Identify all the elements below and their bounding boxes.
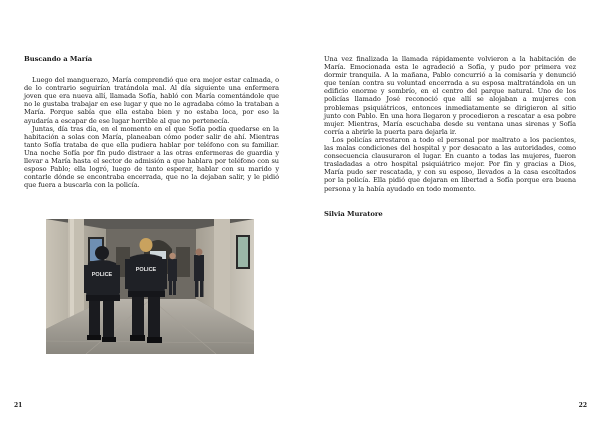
left-paragraph-2: Juntas, día tras día, en el momento en el que Sofía podía quedarse en la habitación a solas con María, planeaban cómo poder salir de ahí. Mientras tanto Sofía trataba de que ella pudiera hablar por teléfono con su familiar. Una noche Sofía por fin pudo distraer a las otras enfermeras de guardia y llevar a María hasta el sector de admisión a que hablara por teléfono con su esposo Pablo; ella logró, luego de tanto esperar, hablar con su marido y contarle dónde se encontraba encerrada, que no la dejaban salir, y le pidió que fuera a buscarla con la policía.	[24, 124, 279, 190]
right-paragraph-1: Una vez finalizada la llamada rápidamente volvieron a la habitación de María. Emocionada esta le agradeció a Sofía, y pudo por primera vez dormir tranquila. A la mañana, Pablo concurrió a la comisaría y denunció que tenían contra su voluntad encerrada a su esposa maltratándola en un edificio enorme y sombrío, en el centro del parque natural. Uno de los policías llamado José reconoció que allí se alojaban a mujeres con problemas psiquiátricos, entonces inmediatamente se dirigieron al sitio junto con Pablo. En una hora llegaron y procedieron a rescatar a esa pobre mujer. Mientras, María escuchaba desde su ventana unas sirenas y Sofía corría a abrirle la puerta para dejarla ir.	[324, 55, 576, 136]
photo-illustration	[46, 219, 254, 354]
chapter-heading: Buscando a María	[24, 55, 93, 63]
author-signature: Silvia Muratore	[324, 209, 383, 218]
page-number-left: 21	[14, 402, 23, 409]
vest-label-right: POLICE	[135, 267, 157, 273]
right-paragraph-2: Los policías arrestaron a todo el personal por maltrato a los pacientes, las malas condiciones del hospital y por desacato a las autoridades, como consecuencia clausuraron el lugar. En cuanto a todas las mujeres, fueron trasladadas a otro hospital psiquiátrico mejor. Por fin y gracias a Dios, María pudo ser rescatada, y con su esposo, llevados a la casa escoltados por la policía. Ella pidió que dejaran en libertad a Sofía porque era buena persona y la había ayudado en todo momento.	[324, 135, 576, 193]
right-page	[300, 0, 600, 424]
vest-label-left: POLICE	[91, 272, 113, 278]
police-hallway-photo	[46, 219, 254, 354]
right-text-block	[324, 55, 576, 224]
left-text-block	[24, 55, 279, 189]
page-number-right: 22	[578, 402, 587, 409]
left-paragraph-1: Luego del manguerazo, María comprendió que era mejor estar calmada, o de lo contrario seguirían tratándola mal. Al día siguiente una enfermera joven que era nueva allí, llamada Sofía, habló con María comentándole que no le gustaba trabajar en ese lugar y que no le agradaba cómo la trataban a María. Porque sabía que ella estaba bien y no estaba loca, por eso la ayudaría a escapar de ese lugar horrible al que no pertenecía.	[24, 76, 279, 125]
